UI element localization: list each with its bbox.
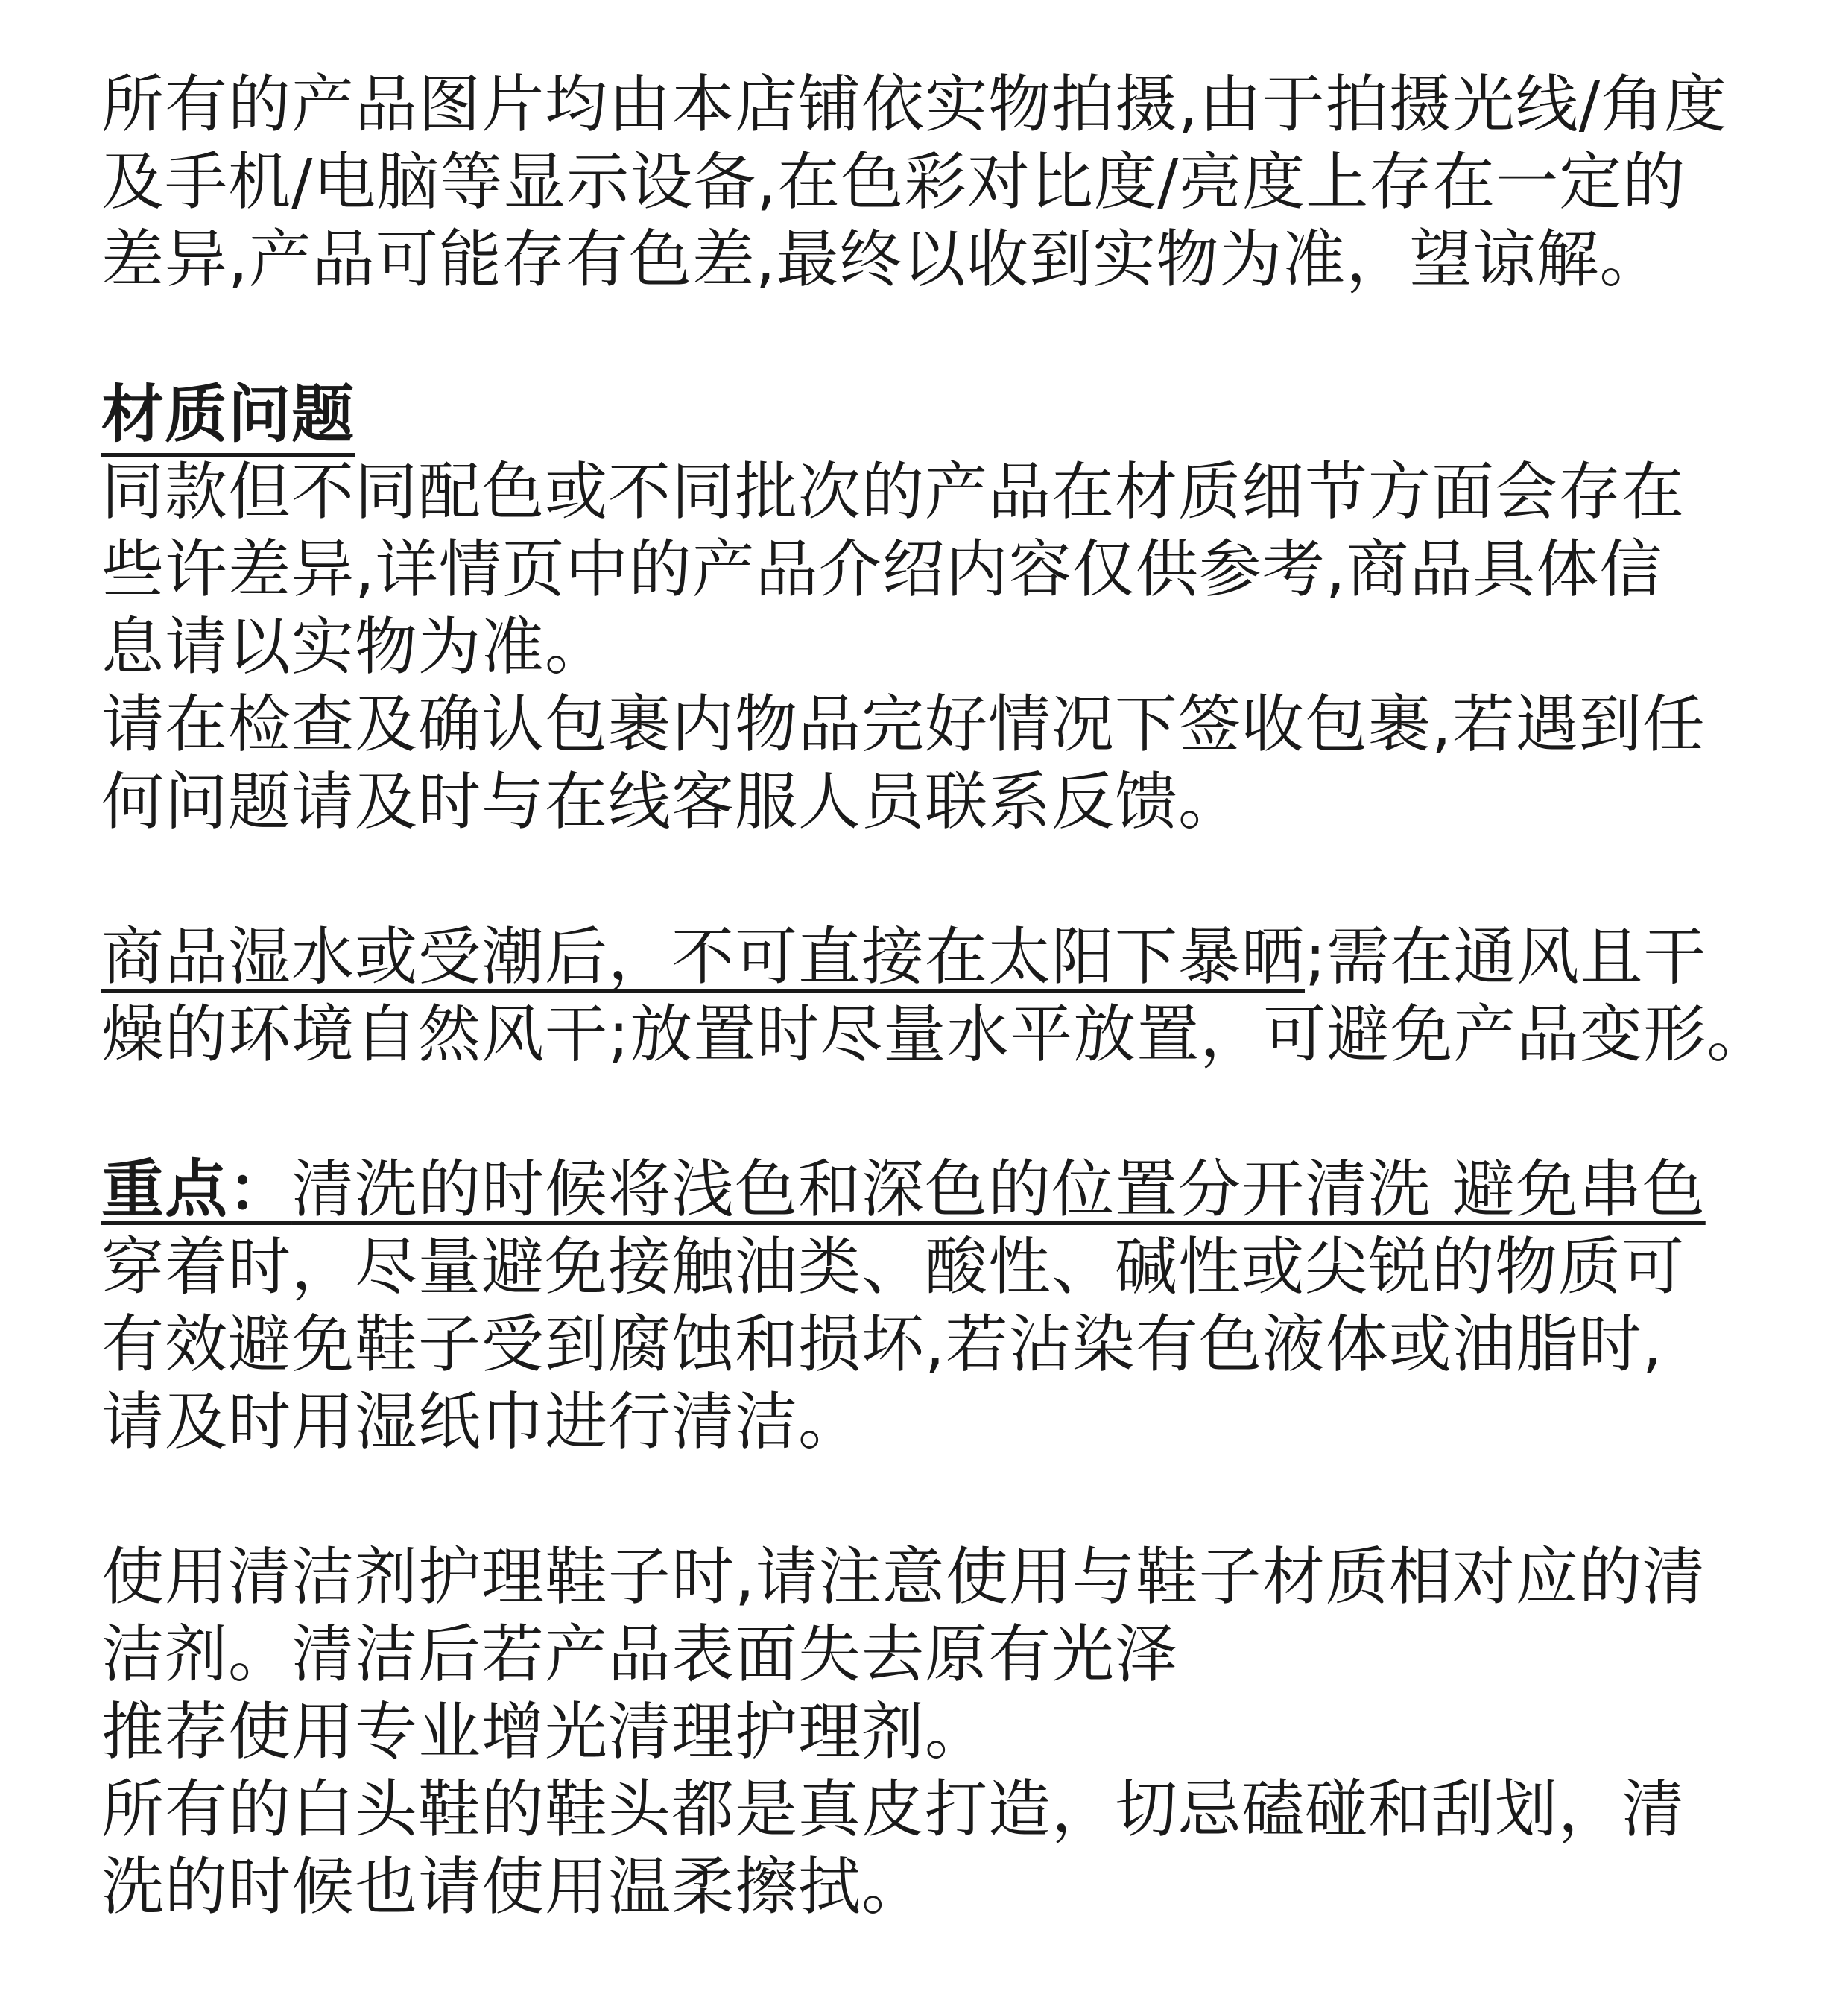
spacer xyxy=(101,841,1778,918)
text-line: 洁剂。清洁后若产品表面失去原有光泽 xyxy=(101,1618,1179,1691)
section-heading: 材质问题 xyxy=(101,379,355,457)
text-line xyxy=(101,918,1778,996)
notice-document xyxy=(101,66,1778,1925)
spacer xyxy=(101,298,1778,376)
key-point-label: 重点： xyxy=(101,1153,292,1226)
text-line: 差异,产品可能存有色差,最终以收到实物为准，望谅解。 xyxy=(101,223,1663,296)
drying-paragraph xyxy=(101,918,1778,1073)
key-point-underlined xyxy=(101,1153,1706,1226)
cleaning-paragraph xyxy=(101,1538,1778,1925)
color-disclaimer-paragraph xyxy=(101,66,1778,298)
text-line: 息请以实物为准。 xyxy=(101,610,609,683)
text-line: 使用清洁剂护理鞋子时,请注意使用与鞋子材质相对应的清 xyxy=(101,1540,1706,1613)
text-line: 何问题请及时与在线客服人员联系反馈。 xyxy=(101,765,1242,838)
text-line: 穿着时，尽量避免接触油类、酸性、碱性或尖锐的物质可 xyxy=(101,1230,1686,1303)
key-point-line xyxy=(101,1150,1778,1228)
text-line: 推荐使用专业增光清理护理剂。 xyxy=(101,1695,989,1768)
drying-rest-text: ;需在通风且干 xyxy=(1305,920,1707,993)
text-line: 同款但不同配色或不同批次的产品在材质细节方面会存在 xyxy=(101,455,1686,528)
text-line: 请及时用湿纸巾进行清洁。 xyxy=(101,1385,862,1458)
text-line: 有效避免鞋子受到腐蚀和损坏,若沾染有色液体或油脂时, xyxy=(101,1308,1663,1381)
key-point-paragraph xyxy=(101,1150,1778,1460)
text-line: 所有的白头鞋的鞋头都是真皮打造，切忌磕碰和刮划，清 xyxy=(101,1773,1686,1846)
material-title-line xyxy=(101,376,1778,453)
text-line: 及手机/电脑等显示设备,在色彩对比度/亮度上存在一定的 xyxy=(101,145,1686,218)
material-section xyxy=(101,376,1778,841)
text-line: 所有的产品图片均由本店铺依实物拍摄,由于拍摄光线/角度 xyxy=(101,68,1728,141)
key-point-text: 清洗的时候将浅色和深色的位置分开清洗 避免串色 xyxy=(291,1153,1706,1226)
drying-warning-text: 商品湿水或受潮后，不可直接在太阳下暴晒 xyxy=(101,920,1306,993)
spacer xyxy=(101,1073,1778,1150)
spacer xyxy=(101,1460,1778,1538)
text-line: 些许差异,详情页中的产品介绍内容仅供参考,商品具体信 xyxy=(101,533,1663,606)
text-line: 请在检查及确认包裹内物品完好情况下签收包裹,若遇到任 xyxy=(101,688,1706,761)
text-line: 燥的环境自然风干;放置时尽量水平放置，可避免产品变形。 xyxy=(101,998,1771,1071)
text-line: 洗的时候也请使用温柔擦拭。 xyxy=(101,1850,925,1923)
